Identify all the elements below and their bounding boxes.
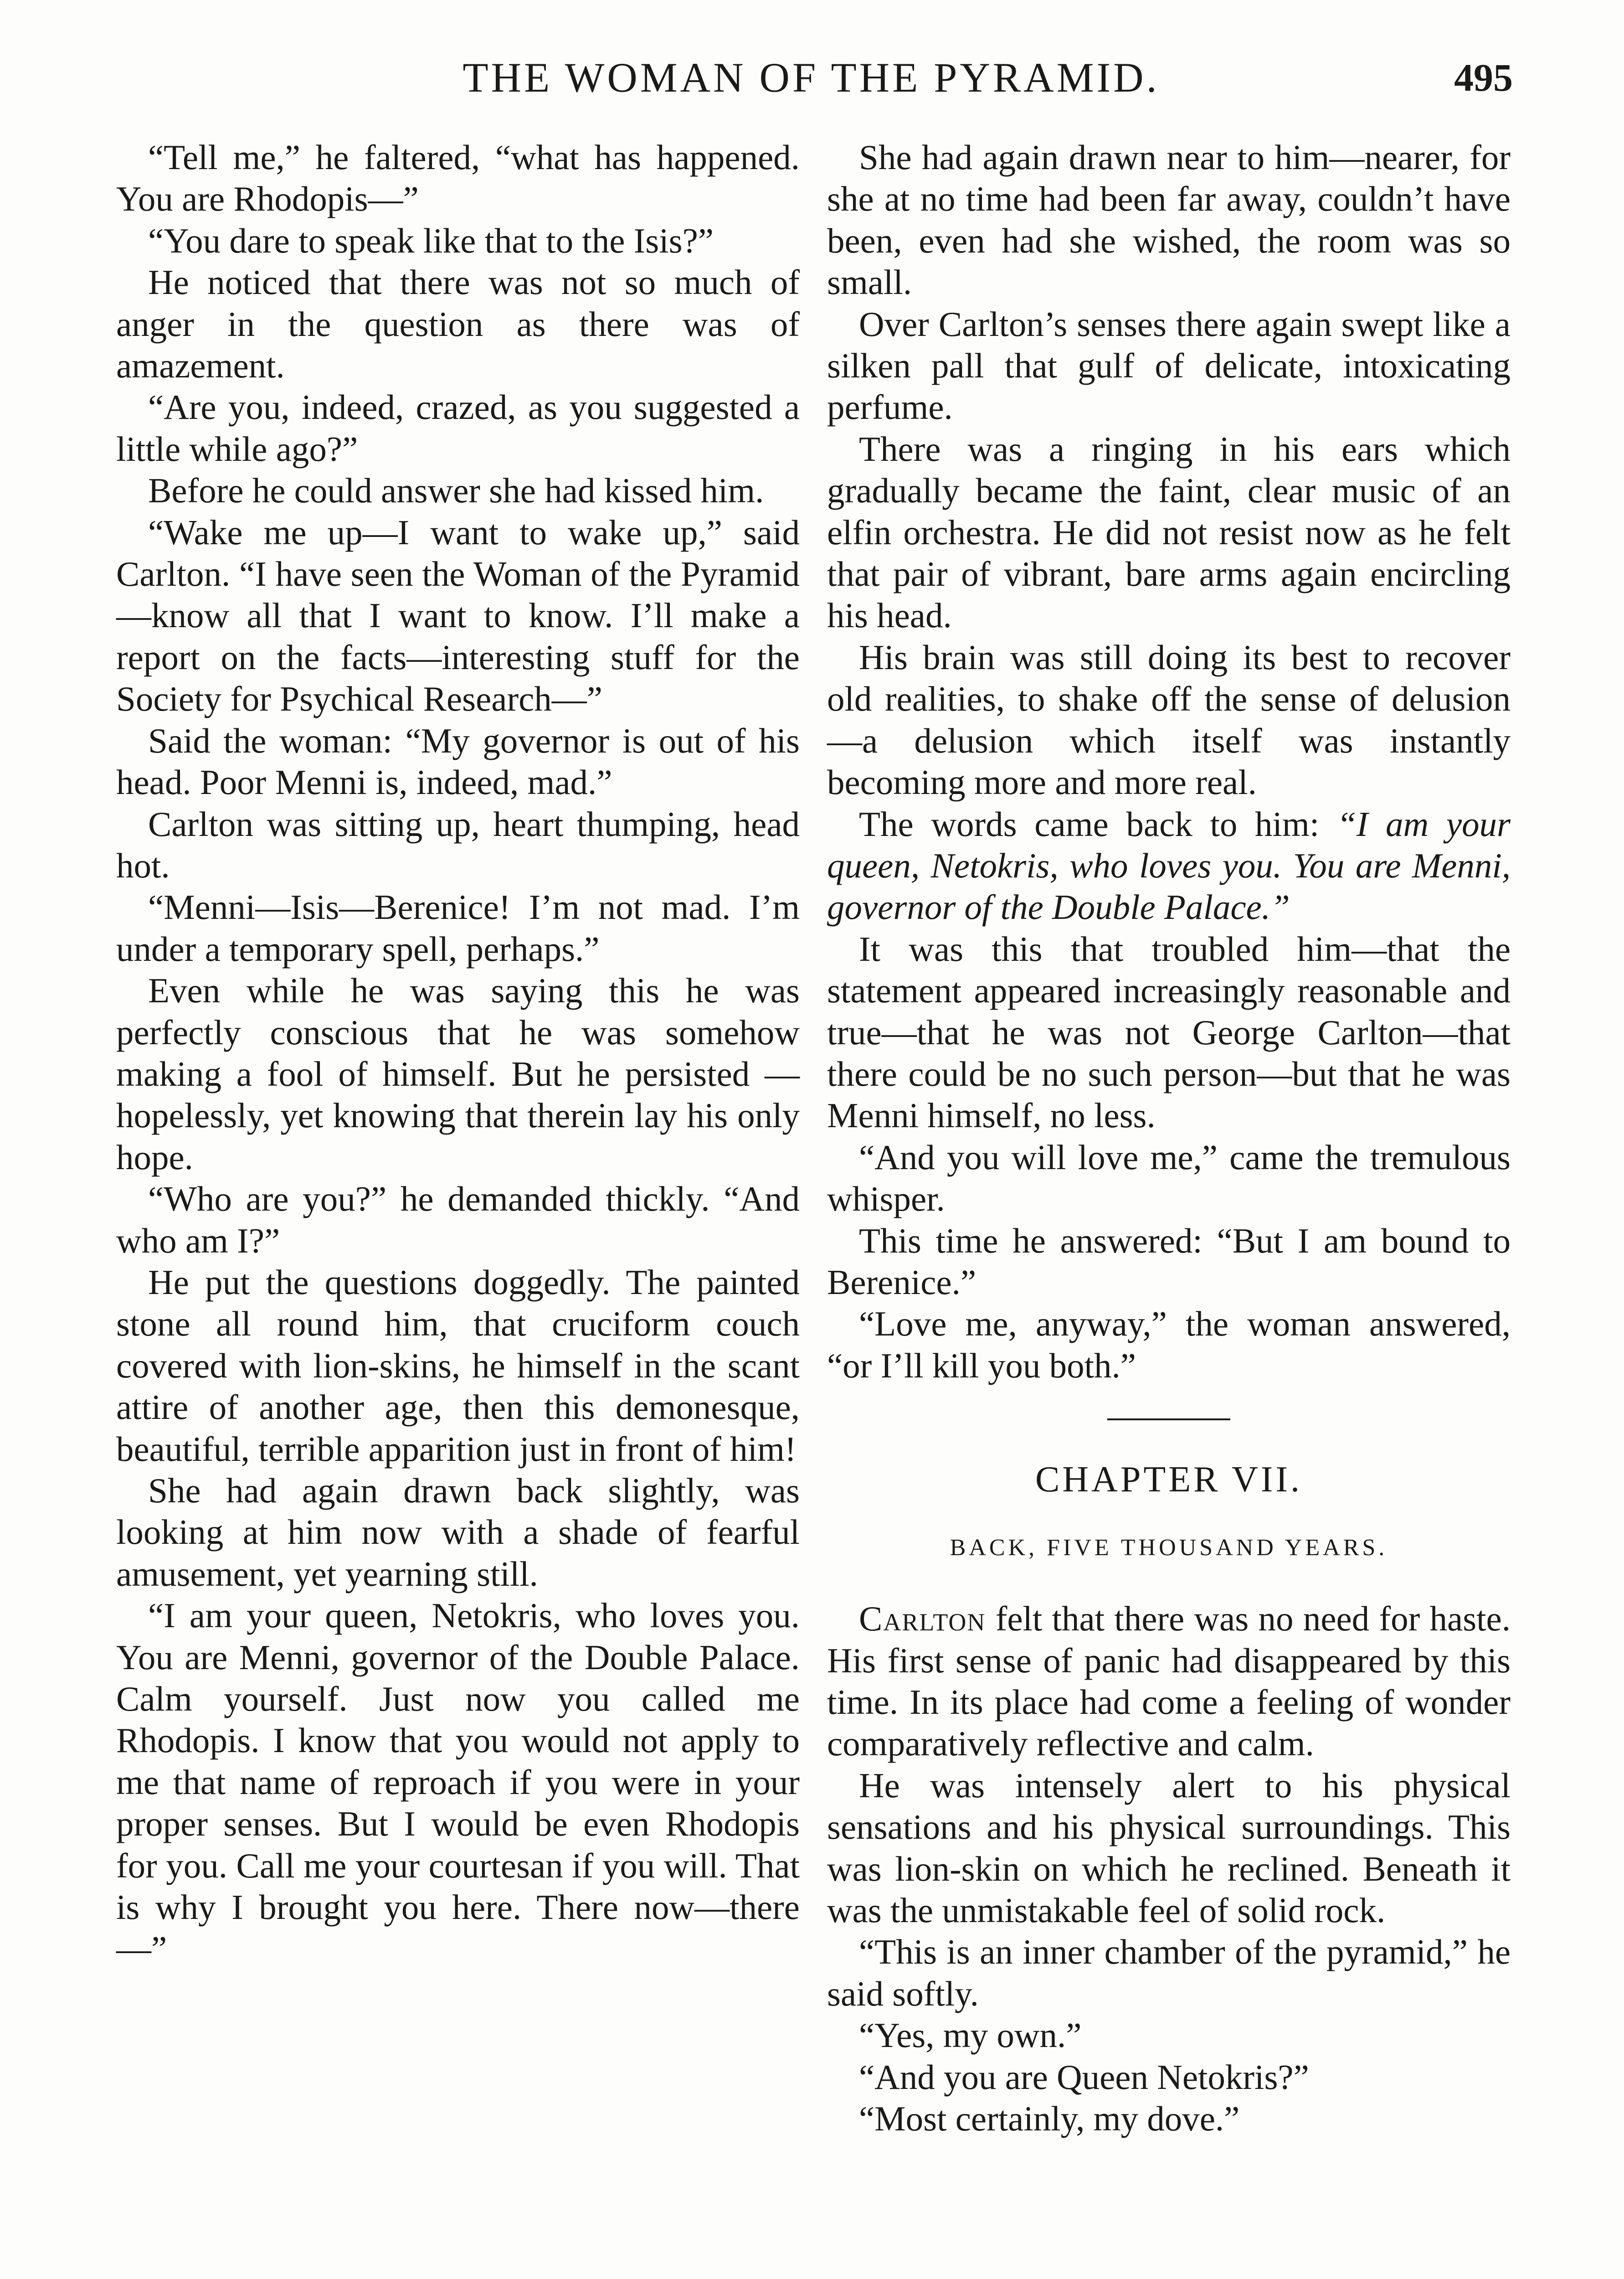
running-title: THE WOMAN OF THE PYRAMID.	[463, 54, 1160, 101]
paragraph: “Yes, my own.”	[859, 2016, 1082, 2055]
paragraph: “Love me, anyway,” the woman answered, “or I’ll kill you both.”	[827, 1304, 1511, 1385]
paragraph: “Tell me,” he faltered, “what has happened. You are Rhodopis—”	[116, 138, 800, 219]
section-divider	[1107, 1418, 1230, 1420]
paragraph: Over Carlton’s senses there again swept like a silken pall that gulf of delicate, intoxicating perfume.	[827, 304, 1511, 427]
paragraph: “Who are you?” he demanded thickly. “And who am I?”	[116, 1179, 800, 1260]
paragraph: Even while he was saying this he was perfectly conscious that he was somehow making a fool of himself. But he persisted — hopelessly, yet knowing that therein lay his only hope.	[116, 971, 800, 1177]
paragraph: “Wake me up—I want to wake up,” said Carlton. “I have seen the Woman of the Pyramid—know all that I want to know. I’ll make a report on the facts—interesting stuff for the Society for Psychical Research—”	[116, 512, 800, 719]
paragraph: Said the woman: “My governor is out of his head. Poor Menni is, indeed, mad.”	[116, 721, 800, 802]
paragraph: This time he answered: “But I am bound to Berenice.”	[827, 1221, 1511, 1302]
chapter-title: CHAPTER VII.	[1035, 1459, 1303, 1500]
small-caps-opening-word: Carlton	[859, 1599, 986, 1639]
paragraph: He was intensely alert to his physical sensations and his physical surroundings. This was lion-skin on which he reclined. Beneath it was the unmistakable feel of solid rock.	[827, 1765, 1511, 1930]
paragraph: It was this that troubled him—that the statement appeared increasingly reasonable and true—that he was not George Carlton—that there could be no such person—but that he was Menni himself, no less.	[827, 929, 1511, 1135]
paragraph: “Are you, indeed, crazed, as you suggested a little while ago?”	[116, 387, 800, 469]
left-column	[116, 137, 800, 1970]
paragraph: “I am your queen, Netokris, who loves you. You are Menni, governor of the Double Palace. Calm yourself. Just now you called me Rhodopis. I know that you would not apply to me that name of reproach if you were in your proper senses. But I would be even Rhodopis for you. Call me your courtesan if you will. That is why I brought you here. There now—there—”	[116, 1596, 800, 1969]
chapter-subtitle: BACK, FIVE THOUSAND YEARS.	[950, 1535, 1388, 1561]
paragraph: She had again drawn back slightly, was looking at him now with a shade of fearful amusement, yet yearning still.	[116, 1471, 800, 1593]
page-number: 495	[1454, 56, 1513, 99]
quote-italic: “I am your queen, Netokris, who loves you. You are Menni, governor of the Double Palace.”	[827, 804, 1511, 927]
paragraph: “Menni—Isis—Berenice! I’m not mad. I’m under a temporary spell, perhaps.”	[116, 887, 800, 969]
paragraph: Carlton was sitting up, heart thumping, head hot.	[116, 804, 800, 885]
paragraph: His brain was still doing its best to recover old realities, to shake off the sense of delusion—a delusion which itself was instantly becoming more and more real.	[827, 637, 1511, 802]
paragraph: He noticed that there was not so much of anger in the question as there was of amazement.	[116, 263, 800, 386]
right-column	[827, 137, 1511, 2140]
paragraph: Before he could answer she had kissed him.	[148, 471, 764, 510]
paragraph: “And you will love me,” came the tremulous whisper.	[827, 1137, 1511, 1219]
paragraph: There was a ringing in his ears which gradually became the faint, clear music of an elfin orchestra. He did not resist now as he felt that pair of vibrant, bare arms again encircling his head.	[827, 429, 1511, 635]
paragraph: “You dare to speak like that to the Isis?”	[148, 221, 714, 260]
page-header	[109, 50, 1513, 105]
paragraph: He put the questions doggedly. The painted stone all round him, that cruciform couch covered with lion-skins, he himself in the scant attire of another age, then this demonesque, beautiful, terrible apparition just in front of him!	[116, 1262, 800, 1469]
quote-lead: The words came back to him:	[859, 804, 1320, 844]
paragraph: “Most certainly, my dove.”	[859, 2099, 1240, 2139]
chapter-opening-paragraph	[827, 1598, 1511, 1765]
paragraph: “This is an inner chamber of the pyramid,” he said softly.	[827, 1932, 1511, 2013]
opening-paragraph-rest: felt that there was no need for haste. His first sense of panic had disappeared by this time. In its place had come a feeling of wonder comparatively reflective and calm.	[827, 1599, 1511, 1763]
paragraph: “And you are Queen Netokris?”	[859, 2057, 1309, 2097]
quote-paragraph	[827, 804, 1511, 928]
paragraph: She had again drawn near to him—nearer, for she at no time had been far away, couldn’t have been, even had she wished, the room was so small.	[827, 138, 1511, 302]
